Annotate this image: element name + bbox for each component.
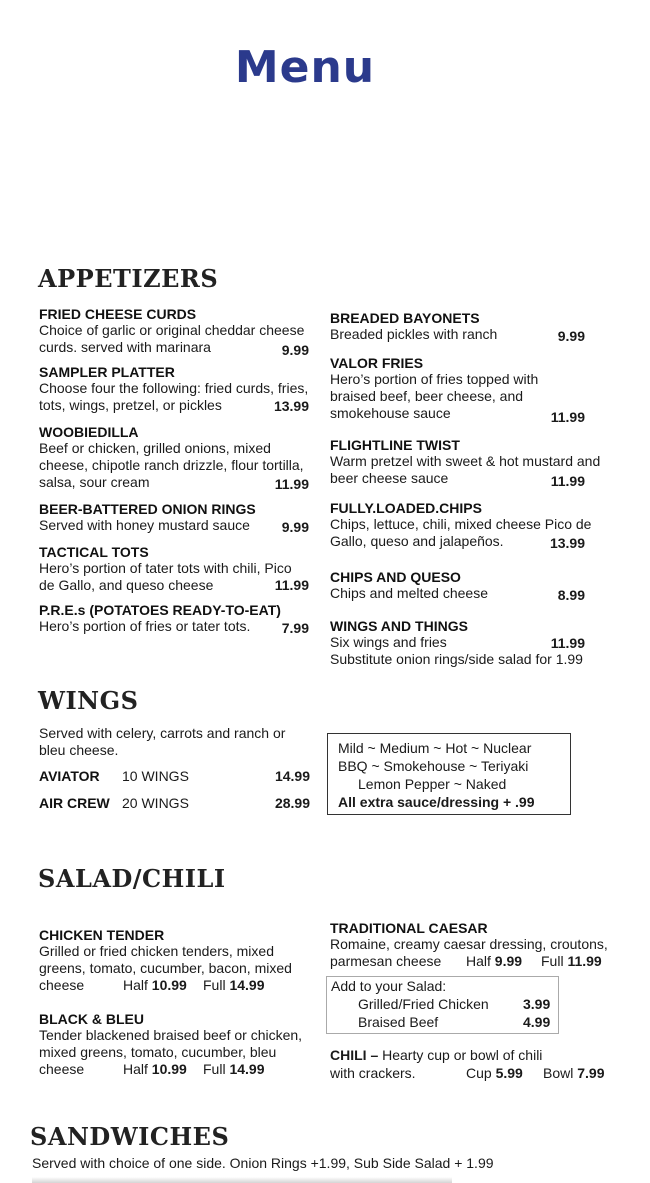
sauce-line: Mild ~ Medium ~ Hot ~ Nuclear <box>338 740 532 756</box>
item-name: WINGS AND THINGS <box>330 618 468 634</box>
item-desc: curds. served with marinara <box>39 339 211 355</box>
wings-heading: WINGS <box>38 686 139 715</box>
chili-item <box>330 1047 615 1082</box>
item-desc: salsa, sour cream <box>39 474 150 490</box>
salad-black-and-bleu <box>39 1011 314 1078</box>
item-name: WOOBIEDILLA <box>39 424 139 440</box>
item-desc: Hero’s portion of fries or tater tots. <box>39 618 251 634</box>
item-name: AVIATOR <box>39 768 100 784</box>
item-name: CHILI – <box>330 1047 379 1063</box>
appetizer-fully-loaded-chips <box>330 500 610 550</box>
item-desc: de Gallo, and queso cheese <box>39 577 214 593</box>
price-bowl <box>543 1065 605 1082</box>
sauce-line: BBQ ~ Smokehouse ~ Teriyaki <box>338 758 529 774</box>
item-desc: braised beef, beer cheese, and <box>330 388 524 404</box>
salad-chicken-tender <box>39 927 314 994</box>
item-price: 11.99 <box>274 577 309 593</box>
full-price: 14.99 <box>229 977 265 993</box>
item-desc: with crackers. <box>330 1065 416 1081</box>
addons-title: Add to your Salad: <box>331 978 447 994</box>
item-name: BEER-BATTERED ONION RINGS <box>39 501 256 517</box>
price-full <box>541 953 602 970</box>
item-name: P.R.E.s (POTATOES READY-TO-EAT) <box>39 602 281 618</box>
sandwiches-description: Served with choice of one side. Onion Rings +1.99, Sub Side Salad + 1.99 <box>32 1155 494 1171</box>
half-label: Half <box>466 953 491 969</box>
item-desc: Hero’s portion of tater tots with chili, Pico <box>39 560 292 576</box>
item-price: 14.99 <box>274 768 310 784</box>
item-desc: Chips and melted cheese <box>330 585 488 601</box>
item-desc: tots, wings, pretzel, or pickles <box>39 397 222 413</box>
item-desc: Grilled or fried chicken tenders, mixed <box>39 943 274 959</box>
item-name: SAMPLER PLATTER <box>39 364 175 380</box>
item-desc: Tender blackened braised beef or chicken, <box>39 1027 303 1043</box>
item-name: VALOR FRIES <box>330 355 424 371</box>
item-price: 28.99 <box>274 795 310 811</box>
price-half <box>123 977 187 994</box>
item-price: 9.99 <box>281 519 309 535</box>
item-name: FRIED CHEESE CURDS <box>39 306 197 322</box>
addon-price: 4.99 <box>523 1014 551 1030</box>
appetizer-wings-and-things <box>330 618 610 668</box>
item-price: 11.99 <box>274 476 309 492</box>
appetizer-flightline-twist <box>330 437 610 487</box>
sauce-extra-note: All extra sauce/dressing + .99 <box>338 794 535 810</box>
wings-item-air-crew <box>39 795 314 813</box>
item-desc: greens, tomato, cucumber, bacon, mixed <box>39 960 292 976</box>
price-full <box>203 977 265 994</box>
item-price: 11.99 <box>550 473 585 489</box>
item-desc: Served with honey mustard sauce <box>39 517 250 533</box>
cup-label: Cup <box>466 1065 492 1081</box>
sauce-options-box <box>327 733 571 815</box>
item-price: 7.99 <box>281 620 309 636</box>
item-desc: smokehouse sauce <box>330 405 451 421</box>
item-desc: 20 WINGS <box>122 795 189 811</box>
page-title: Menu <box>234 42 376 93</box>
half-price: 10.99 <box>151 977 187 993</box>
addon-item: Braised Beef <box>358 1014 439 1030</box>
item-name: BREADED BAYONETS <box>330 310 480 326</box>
item-name: CHIPS AND QUESO <box>330 569 461 585</box>
full-label: Full <box>203 1061 226 1077</box>
item-desc: Choose four the following: fried curds, fries, <box>39 380 309 396</box>
item-name: AIR CREW <box>39 795 110 811</box>
item-name: CHICKEN TENDER <box>39 927 165 943</box>
appetizer-pres <box>39 602 314 635</box>
addon-price: 3.99 <box>523 996 551 1012</box>
item-price: 9.99 <box>281 342 309 358</box>
appetizer-chips-and-queso <box>330 569 585 602</box>
appetizer-breaded-bayonets <box>330 310 585 343</box>
item-name: FLIGHTLINE TWIST <box>330 437 460 453</box>
cut-off-next-line <box>32 1177 452 1183</box>
item-desc: Hearty cup or bowl of chili <box>382 1047 543 1063</box>
item-desc: Warm pretzel with sweet & hot mustard and <box>330 453 601 469</box>
appetizer-valor-fries <box>330 355 585 425</box>
item-name: BLACK & BLEU <box>39 1011 144 1027</box>
item-desc: 10 WINGS <box>122 768 189 784</box>
item-name: TACTICAL TOTS <box>39 544 149 560</box>
item-desc: Substitute onion rings/side salad for 1.99 <box>330 651 583 667</box>
item-desc: Beef or chicken, grilled onions, mixed <box>39 440 271 456</box>
item-price: 13.99 <box>273 398 309 414</box>
half-label: Half <box>123 1061 148 1077</box>
item-desc: Six wings and fries <box>330 634 447 650</box>
price-half <box>466 953 522 970</box>
item-name: FULLY.LOADED.CHIPS <box>330 500 482 516</box>
item-desc: mixed greens, tomato, cucumber, bleu <box>39 1044 277 1060</box>
salad-addons-box <box>326 976 559 1034</box>
item-desc: cheese <box>39 1061 85 1077</box>
full-label: Full <box>203 977 226 993</box>
full-price: 14.99 <box>229 1061 265 1077</box>
bowl-price: 7.99 <box>577 1065 605 1081</box>
price-cup <box>466 1065 523 1082</box>
addon-item: Grilled/Fried Chicken <box>358 996 489 1012</box>
item-desc: Breaded pickles with ranch <box>330 326 498 342</box>
item-desc: Served with celery, carrots and ranch or <box>39 725 286 741</box>
half-price: 9.99 <box>494 953 523 969</box>
appetizers-heading: APPETIZERS <box>38 264 219 293</box>
price-half <box>123 1061 187 1078</box>
half-price: 10.99 <box>151 1061 187 1077</box>
item-desc: cheese <box>39 977 85 993</box>
full-price: 11.99 <box>567 953 602 969</box>
item-price: 13.99 <box>549 535 585 551</box>
appetizer-woobiedilla <box>39 424 314 491</box>
appetizer-onion-rings <box>39 501 314 534</box>
item-price: 9.99 <box>557 328 585 344</box>
half-label: Half <box>123 977 148 993</box>
bowl-label: Bowl <box>543 1065 574 1081</box>
salad-chili-heading: SALAD/CHILI <box>38 864 226 893</box>
wings-description <box>39 725 314 759</box>
cup-price: 5.99 <box>495 1065 523 1081</box>
salad-traditional-caesar <box>330 920 615 970</box>
item-price: 8.99 <box>557 587 585 603</box>
item-price: 11.99 <box>550 635 585 651</box>
item-desc: Hero’s portion of fries topped with <box>330 371 539 387</box>
sauce-line: Lemon Pepper ~ Naked <box>358 776 507 792</box>
item-desc: bleu cheese. <box>39 742 119 758</box>
appetizer-fried-cheese-curds <box>39 306 314 356</box>
item-price: 11.99 <box>550 409 585 425</box>
item-desc: beer cheese sauce <box>330 470 449 486</box>
item-desc: cheese, chipotle ranch drizzle, flour tortilla, <box>39 457 304 473</box>
sandwiches-heading: SANDWICHES <box>30 1122 230 1151</box>
item-desc: parmesan cheese <box>330 953 442 969</box>
appetizer-sampler-platter <box>39 364 314 414</box>
item-desc: Chips, lettuce, chili, mixed cheese Pico de <box>330 516 592 532</box>
item-desc: Romaine, creamy caesar dressing, croutons, <box>330 936 608 952</box>
item-desc: Gallo, queso and jalapeños. <box>330 533 504 549</box>
price-full <box>203 1061 265 1078</box>
item-desc: Choice of garlic or original cheddar cheese <box>39 322 305 338</box>
wings-item-aviator <box>39 768 314 786</box>
item-name: TRADITIONAL CAESAR <box>330 920 488 936</box>
appetizer-tactical-tots <box>39 544 314 594</box>
full-label: Full <box>541 953 564 969</box>
